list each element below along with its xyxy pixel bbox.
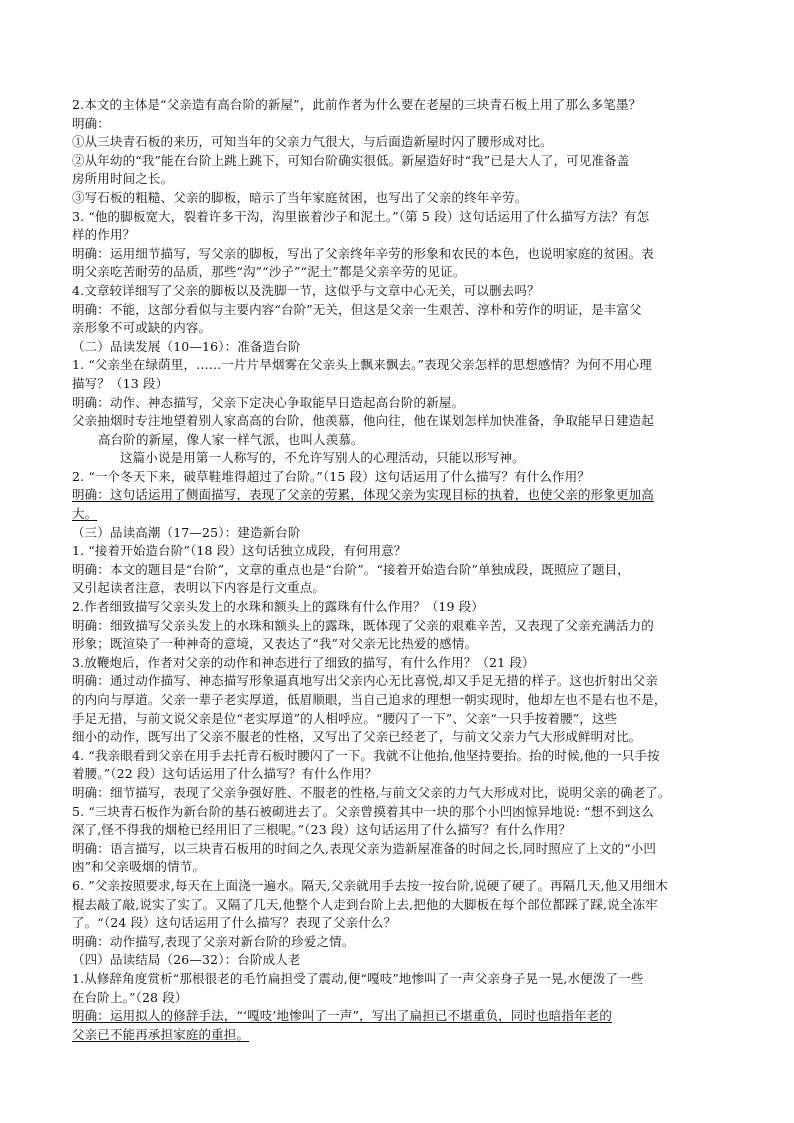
question-2: 2.本文的主体是“父亲造有高台阶的新屋”，此前作者为什么要在老屋的三块青石板上用了那么多笔墨？ <box>72 97 642 112</box>
section2-answer-1: 明确：动作、神态描写，父亲下定决心争取能早日造起高台阶的新屋。 <box>72 394 465 410</box>
answer-4-cont: 亲形象不可或缺的内容。 <box>72 320 212 336</box>
section3-answer-3-cont-3: 细小的动作，既写出了父亲不服老的性格，又写出了父亲已经老了，与前文父亲力气大形成鲜明对比。 <box>72 729 642 745</box>
section2-question-1-cont: 描写？（13 段） <box>72 375 169 391</box>
question-3: 3. “他的脚板宽大，裂着许多干沟，沟里嵌着沙子和泥土。”（第 5 段）这句话运用了什么描写方法？有怎 <box>72 208 650 224</box>
answer-point-3: ③写石板的粗糙、父亲的脚板，暗示了当年家庭贫困，也写出了父亲的终年辛劳。 <box>72 189 528 205</box>
section3-answer-5-cont: 凼”和父亲吸烟的情节。 <box>72 859 206 875</box>
section3-question-3: 3.放鞭炮后，作者对父亲的动作和神态进行了细致的描写，有什么作用？（21 段） <box>72 654 535 670</box>
section3-answer-3: 明确：通过动作描写、神态描写形象逼真地写出父亲内心无比喜悦,却又手足无措的样子。这也折射出父亲 <box>72 673 659 689</box>
section-heading-4: （四）品读结局（26—32）：台阶成人老 <box>72 952 301 968</box>
answer-4: 明确：不能，这部分看似与主要内容“台阶”无关，但这是父亲一生艰苦、淳朴和劳作的明证，是丰富父 <box>72 301 642 317</box>
answer-point-2-cont: 房所用时间之长。 <box>72 171 174 187</box>
section3-answer-3-cont-2: 手足无措，与前文说父亲是位“老实厚道”的人相呼应。“腰闪了一下”、父亲“一只手按着腰”，这些 <box>72 710 618 726</box>
section3-question-2: 2.作者细致描写父亲头发上的水珠和额头上的露珠有什么作用？（19 段） <box>72 599 485 615</box>
section-heading-3: （三）品读高潮（17—25）：建造新台阶 <box>72 524 301 540</box>
section2-answer-2-cont: 大。 <box>72 506 98 522</box>
section3-answer-2: 明确：细致描写父亲头发上的水珠和额头上的露珠，既体现了父亲的艰难辛苦，又表现了父亲充满活力的 <box>72 617 654 633</box>
section4-answer-1: 明确：运用拟人的修辞手法，“‘嘎吱’地惨叫了一声”，写出了扁担已不堪重负，同时也暗指年老的 <box>72 1008 612 1024</box>
section4-question-1: 1.从修辞角度赏析“那根很老的毛竹扁担受了震动,便“嘎吱”地惨叫了一声父亲身子晃一晃,水便泼了一些 <box>72 970 644 986</box>
section3-answer-1: 明确：本文的题目是“台阶”，文章的重点也是“台阶”。“接着开始造台阶”单独成段，既照应了题目， <box>72 561 630 577</box>
answer-3: 明确：运用细节描写，写父亲的脚板，写出了父亲终年辛劳的形象和农民的本色，也说明家庭的贫困。表 <box>72 245 654 261</box>
section3-answer-1-cont: 又引起读者注意，表明以下内容是行文重点。 <box>72 580 326 596</box>
section3-question-1: 1. “接着开始造台阶”（18 段）这句话独立成段，有何用意？ <box>72 543 407 559</box>
answer-3-cont: 明父亲吃苦耐劳的品质，那些“沟”“沙子”“泥土”都是父亲辛劳的见证。 <box>72 264 466 280</box>
section3-question-6-cont-1: 棍去敲了敲,说实了实了。又隔了几天,他整个人走到台阶上去,把他的大脚板在每个部位都踩了踩,说全冻牢 <box>72 896 658 912</box>
section-heading-2: （二）品读发展（10—16）：准备造台阶 <box>72 338 301 354</box>
section3-answer-3-cont-1: 的内向与厚道。父亲一辈子老实厚道，低眉顺眼，当自己追求的理想一朝实现时，他却左也不是右也不是， <box>72 692 667 707</box>
section2-question-2: 2. “一个冬天下来，破草鞋堆得超过了台阶。”（15 段）这句话运用了什么描写？有什么作用？ <box>72 468 590 484</box>
section2-answer-1-detail: 父亲抽烟时专注地望着别人家高高的台阶，他羡慕，他向往，他在谋划怎样加快准备，争取能早日建造起 <box>72 413 654 429</box>
section4-answer-1-cont: 父亲已不能再承担家庭的重担。 <box>72 1026 250 1042</box>
section2-answer-1-detail-cont: 高台阶的新屋，像人家一样气派，也叫人羡慕。 <box>98 431 364 447</box>
section3-question-4-cont: 着腰。”（22 段）这句话运用了什么描写？有什么作用？ <box>72 766 378 782</box>
section3-answer-4: 明确：细节描写，表现了父亲争强好胜、不服老的性格,与前文父亲的力气大形成对比，说明父亲的确老了。 <box>72 784 671 800</box>
section3-answer-5: 明确：语言描写，以三块青石板用的时间之久,表现父亲为造新屋准备的时间之长,同时照应了上文的“小凹 <box>72 840 657 856</box>
answer-label: 明确： <box>72 115 110 131</box>
section3-question-6-cont-2: 了。“（24 段）这句话运用了什么描写？表现了父亲什么？ <box>72 915 397 931</box>
document-page <box>72 96 722 1044</box>
section3-question-5-cont: 深了,怪不得我的烟枪已经用旧了三根呢。”（23 段）这句话运用了什么描写？有什么作用？ <box>72 822 572 838</box>
section2-answer-2: 明确：这句话运用了侧面描写，表现了父亲的劳累，体现父亲为实现目标的执着，也使父亲的形象更加高 <box>72 487 654 503</box>
section3-question-6: 6. ”父亲按照要求,每天在上面浇一遍水。隔天,父亲就用手去按一按台阶,说硬了硬了。再隔几天,他又用细木 <box>72 877 668 893</box>
section4-question-1-cont: 在台阶上。”（28 段） <box>72 989 188 1005</box>
question-3-cont: 样的作用？ <box>72 227 136 243</box>
answer-point-2: ②从年幼的“我”能在台阶上跳上跳下，可知台阶确实很低。新屋造好时“我”已是大人了，可见准备盖 <box>72 152 630 168</box>
question-4: 4.文章较详细写了父亲的脚板以及洗脚一节，这似乎与文章中心无关，可以删去吗？ <box>72 282 540 298</box>
section3-question-5: 5. “三块青石板作为新台阶的基石被砌进去了。父亲曾摸着其中一块的那个小凹凼惊异地说: “想不到这么 <box>72 803 654 819</box>
section3-answer-6: 明确：动作描写,表现了父亲对新台阶的珍爱之情。 <box>72 933 355 949</box>
section2-answer-1-note: 这篇小说是用第一人称写的，不允许写别人的心理活动，只能以形写神。 <box>120 450 525 466</box>
section3-answer-2-cont: 形象；既渲染了一种神奇的意境，又表达了“我”对父亲无比热爱的感情。 <box>72 636 478 652</box>
section3-question-4: 4. “我亲眼看到父亲在用手去托青石板时腰闪了一下。我就不让他抬,他坚持要抬。抬的时候,他的一只手按 <box>72 747 660 763</box>
section2-question-1: 1. “父亲坐在绿荫里，……一片片旱烟雾在父亲头上飘来飘去。”表现父亲怎样的思想感情？为何不用心理 <box>72 357 652 373</box>
answer-point-1: ①从三块青石板的来历，可知当年的父亲力气很大，与后面造新屋时闪了腰形成对比。 <box>72 134 553 150</box>
